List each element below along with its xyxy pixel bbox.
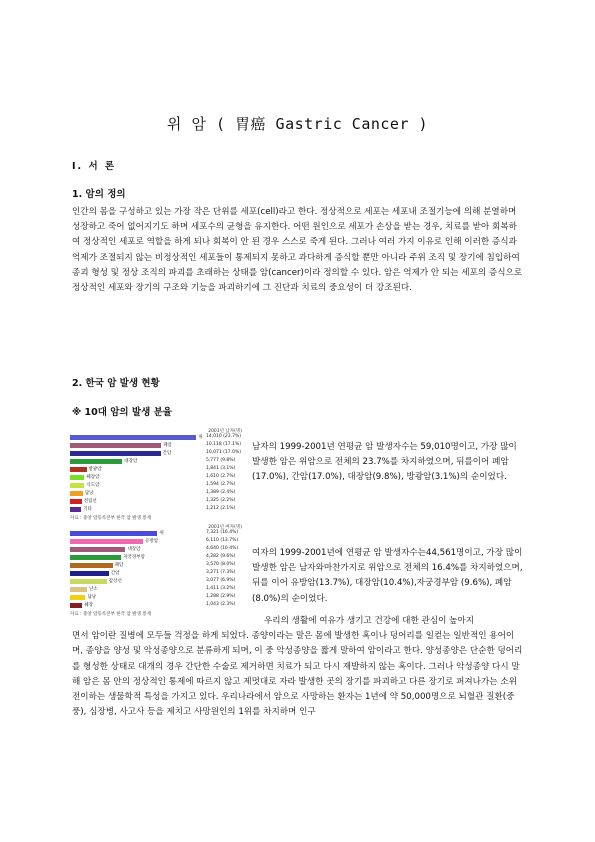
- chart-row: [70, 562, 246, 569]
- chart-bar: [70, 555, 121, 560]
- chart-bar-label: 유방암: [145, 539, 159, 544]
- chart-value-label: 7,321 (16.4%): [206, 530, 239, 535]
- chart-bar: [70, 547, 125, 552]
- chart-row: [70, 602, 246, 609]
- chart-bar: [70, 443, 161, 448]
- section-heading-introduction: Ⅰ. 서 론: [72, 161, 117, 172]
- chart-value-label: 4,640 (10.4%): [206, 546, 239, 551]
- chart-bar: [70, 595, 85, 600]
- chart-row: [70, 530, 246, 537]
- chart-bar: [70, 587, 87, 592]
- chart-bar: [70, 435, 196, 440]
- chart-value-label: 5,777 (9.8%): [206, 458, 236, 463]
- chart-value-label: 10,071 (17.0%): [206, 450, 241, 455]
- document-title: 위 암 ( 胃癌 Gastric Cancer ): [166, 115, 429, 133]
- chart-value-label: 1,411 (3.2%): [206, 586, 236, 591]
- chart-bar: [70, 483, 84, 488]
- chart-bar-label: 위: [198, 435, 203, 440]
- chart-value-label: 1,841 (3.1%): [206, 466, 236, 471]
- chart-row: [70, 578, 246, 585]
- chart-row: [70, 482, 246, 489]
- chart-bar: [70, 539, 143, 544]
- chart-bar: [70, 507, 81, 512]
- chart-row: [70, 538, 246, 545]
- chart-row: [70, 434, 246, 441]
- chart-row: [70, 594, 246, 601]
- chart-bar-label: 난소: [89, 587, 98, 592]
- chart-row: [70, 570, 246, 577]
- chart-bar-label: 갑상선: [108, 579, 122, 584]
- paragraph-first-line: 우리의 생활에 여유가 생기고 건강에 대한 관심이 높아지: [264, 616, 475, 626]
- chart-value-label: 6,110 (13.7%): [206, 538, 239, 543]
- paragraph-male-incidence: 남자의 1999-2001년 연평균 암 발생자수는 59,010명이고, 가장 많이 발생한 암은 위암으로 전체의 23.7%를 차지하였으며, 뒤를이어 폐암(17.0%), 간암(17.0%), 대장암(9.8%), 방광암(3.1%)의 순이었다.: [252, 442, 517, 483]
- chart-bar-label: 대장암: [127, 547, 141, 552]
- chart-row: [70, 450, 246, 457]
- chart-bar: [70, 603, 82, 608]
- chart-bar-label: 췌장암: [86, 475, 100, 480]
- chart-value-label: 14,010 (23.7%): [206, 434, 241, 439]
- chart-bar: [70, 459, 122, 464]
- subheading-top10-share: ※ 10대 암의 발생 분율: [72, 407, 172, 418]
- subheading-cancer-definition: 1. 암의 정의: [72, 189, 126, 200]
- paragraph-female-incidence: 여자의 1999-2001년에 연평균 암 발생자수는44,561명이고, 가장 많이 발생한 암은 남자와마찬가지로 위암으로 전체의 16.4%를 차지하였으며, 뒤를 이어 유방암(13.7%), 대장암(10.4%),자궁경부암 (9.6%), 폐암(8.0%)의 순이었다.: [252, 548, 523, 604]
- male-incidence-chart: [68, 428, 248, 532]
- chart-value-label: 1,594 (2.7%): [206, 482, 236, 487]
- chart-row: [70, 490, 246, 497]
- chart-row: [70, 458, 246, 465]
- female-incidence-chart: [68, 524, 248, 625]
- chart-bar-label: 방광암: [88, 467, 102, 472]
- chart-bar-label: 담낭: [87, 595, 97, 600]
- chart-source-note: 자료 : 중앙 암등록본부 한국 암 발생 통계: [70, 516, 152, 521]
- chart-bar-label: 위: [159, 531, 164, 536]
- chart-source-note: 자료 : 중앙 암등록본부 한국 암 발생 통계: [70, 612, 152, 617]
- chart-row: [70, 506, 246, 513]
- chart-bar: [70, 491, 83, 496]
- chart-value-label: 10,118 (17.1%): [206, 442, 241, 447]
- chart-row: [70, 498, 246, 505]
- chart-header: 2001년 남자(명): [208, 429, 242, 434]
- chart-bar: [70, 475, 84, 480]
- chart-bar-label: 식도암: [86, 483, 100, 488]
- chart-bar-label: 간암: [162, 451, 172, 456]
- chart-row: [70, 586, 246, 593]
- chart-bar-label: 폐암: [163, 443, 172, 448]
- subheading-korea-incidence: 2. 한국 암 발생 현황: [72, 378, 160, 389]
- chart-bar-label: 대장암: [124, 459, 138, 464]
- chart-value-label: 1,325 (2.2%): [206, 498, 236, 503]
- chart-value-label: 1,389 (2.4%): [206, 490, 236, 495]
- chart-value-label: 3,271 (7.3%): [206, 570, 236, 575]
- chart-bar: [70, 499, 82, 504]
- paragraph-cancer-definition: 인간의 몸을 구성하고 있는 가장 작은 단위를 세포(cell)라고 한다. 정상적으로 세포는 세포내 조절기능에 의해 분열하며 성장하고 죽어 없어지기도 하며 세포수의 균형을 유지한다. 어떤 원인으로 세포가 손상을 받는 경우, 치료를 받아 회복하여 정상적인 세포로 역할을 하게 되나 회복이 안 된 경우 스스로 죽게 된다. 그러나 여러 가지 이유로 인해 이러한 증식과 억제가 조절되지 않는 비정상적인 세포들이 통제되지 못하고 과다하게 증식할 뿐만 아니라 주위 조직 및 장기에 침입하여 종괴 형성 및 정상 조직의 파괴를 초래하는 상태를 암(cancer)이라 정의할 수 있다. 암은 억제가 안 되는 세포의 증식으로 정상적인 세포와 장기의 구조와 기능을 파괴하기에 그 진단과 치료의 중요성이 더 강조된다.: [72, 207, 523, 294]
- chart-value-label: 1,610 (2.7%): [206, 474, 236, 479]
- chart-row: [70, 546, 246, 553]
- chart-bar-label: 전립선: [83, 499, 97, 504]
- chart-value-label: 1,288 (2.9%): [206, 594, 236, 599]
- chart-row: [70, 466, 246, 473]
- chart-bar: [70, 563, 113, 568]
- chart-value-label: 3,570 (8.0%): [206, 562, 236, 567]
- chart-bar: [70, 579, 107, 584]
- chart-value-label: 1,212 (2.1%): [206, 506, 236, 511]
- chart-bar: [70, 571, 109, 576]
- paragraph-tumor-overview: [72, 614, 524, 720]
- chart-row: [70, 554, 246, 561]
- chart-row: [70, 474, 246, 481]
- chart-bar: [70, 451, 161, 456]
- chart-bar: [70, 467, 87, 472]
- chart-bar-label: 담낭: [84, 491, 94, 496]
- chart-bar: [70, 531, 157, 536]
- paragraph-body: 면서 암이란 질병에 모두들 걱정을 하게 되었다. 종양이라는 말은 몸에 발생한 혹이나 덩어리를 일컫는 일반적인 용어이며, 종양을 양성 및 악성종양으로 분류하게 되며, 이 중 악성종양을 짧게 말하여 암이라고 한다. 양성종양은 단순한 덩어리를 형성한 상태로 대개의 경우 간단한 수술로 제거하면 치료가 되고 다시 재발하지 않는 혹이다. 그러나 악성종양 다시 말해 암은 몸 안의 정상적인 통제에 따르지 않고 제멋대로 자라 발생한 곳의 장기를 파괴하고 다른 장기로 퍼져나가는 소위 전이하는 생물학적 특성을 가지고 있다. 우리나라에서 암으로 사망하는 환자는 1년에 약 50,000명으로 뇌혈관 질환(중풍), 심장병, 사고사 등을 제치고 사망원인의 1위를 차지하며 인구: [72, 631, 523, 718]
- chart-header: 2001년 여자(명): [208, 525, 242, 530]
- chart-bar-label: 기타: [83, 507, 92, 512]
- chart-row: [70, 442, 246, 449]
- chart-value-label: 4,282 (9.6%): [206, 554, 236, 559]
- chart-bar-label: 간암: [110, 571, 120, 576]
- chart-bar-label: 췌장: [84, 603, 93, 608]
- chart-value-label: 1,043 (2.3%): [206, 602, 236, 607]
- chart-bar-label: 자궁경부암: [123, 555, 145, 560]
- chart-bar-label: 폐암: [114, 563, 124, 568]
- chart-value-label: 3,077 (6.9%): [206, 578, 236, 583]
